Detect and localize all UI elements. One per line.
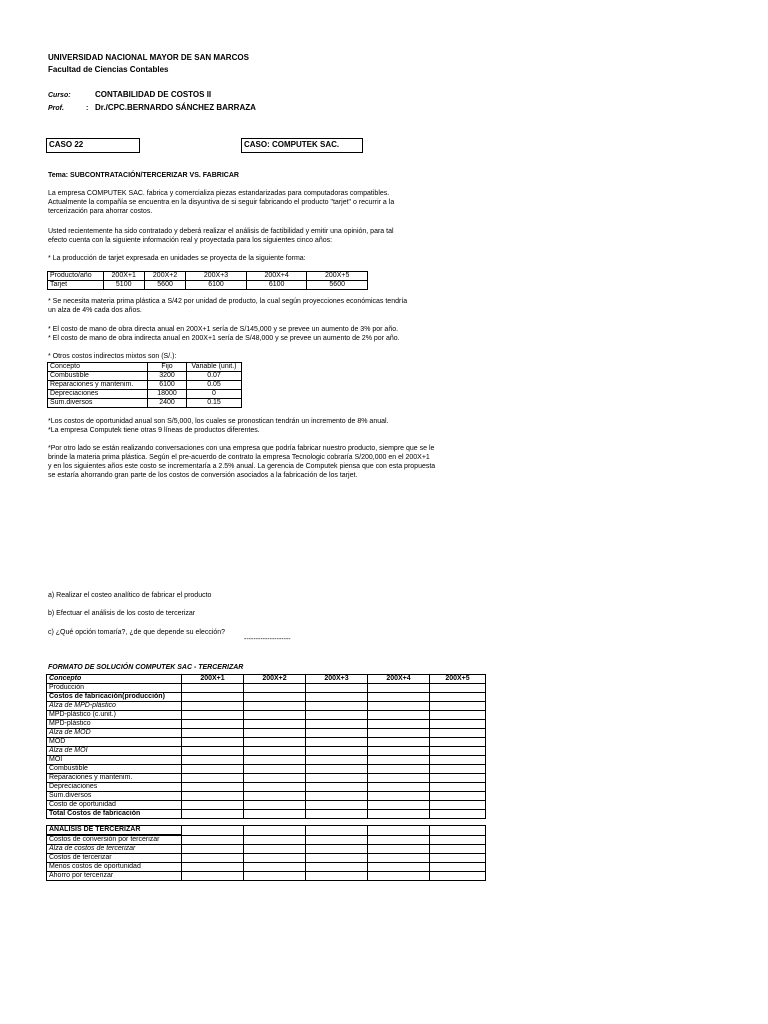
case-name-box	[241, 138, 363, 153]
analysis-empty-cell[interactable]	[306, 826, 368, 836]
format-row-value-cell[interactable]	[182, 792, 244, 801]
format-row-value-cell[interactable]	[244, 756, 306, 765]
format-row-value-cell[interactable]	[306, 684, 368, 693]
analysis-title-row	[47, 826, 486, 836]
format-row-value-cell[interactable]	[306, 747, 368, 756]
format-row-label: Reparaciones y mantenim.	[47, 774, 182, 783]
format-row-value-cell[interactable]	[368, 810, 430, 819]
format-header-cell: Concepto	[47, 675, 182, 684]
format-row	[47, 774, 486, 783]
analysis-row-value-cell[interactable]	[368, 854, 430, 863]
format-header-cell: 200X+2	[244, 675, 306, 684]
indirect-header-cell: Fijo	[148, 363, 187, 372]
production-cell: 5600	[144, 281, 185, 290]
format-row-value-cell[interactable]	[368, 792, 430, 801]
format-row-value-cell[interactable]	[306, 711, 368, 720]
analysis-row-value-cell[interactable]	[306, 845, 368, 854]
analysis-row-value-cell[interactable]	[430, 872, 486, 881]
indirect-cell: Combustible	[48, 372, 148, 381]
format-row-value-cell[interactable]	[244, 729, 306, 738]
format-row-value-cell[interactable]	[430, 738, 486, 747]
format-row-label: Depreciaciones	[47, 783, 182, 792]
indirect-cell: Depreciaciones	[48, 390, 148, 399]
format-row-value-cell[interactable]	[182, 783, 244, 792]
analysis-title: ANÁLISIS DE TERCERIZAR	[47, 826, 182, 836]
production-header-cell: Producto/año	[48, 272, 104, 281]
analysis-row-label: Alza de costos de tercerizar	[47, 845, 182, 854]
format-row-value-cell[interactable]	[430, 810, 486, 819]
format-row-value-cell[interactable]	[182, 702, 244, 711]
university-name: UNIVERSIDAD NACIONAL MAYOR DE SAN MARCOS	[48, 53, 249, 62]
outsourcing-line: se estaría ahorrando gran parte de los costos de conversión asociados a la fabricación de los tarjet.	[48, 472, 358, 479]
indirect-row	[48, 399, 242, 408]
format-row-label: Costo de oportunidad	[47, 801, 182, 810]
intro-line: Actualmente la compañía se encuentra en la disyuntiva de si seguir fabricando el producto "tarjet" o recurrir a la	[48, 199, 395, 206]
production-header-row	[48, 272, 368, 281]
analysis-row-value-cell[interactable]	[182, 863, 244, 872]
indirect-row	[48, 372, 242, 381]
outsourcing-line: y en los siguientes años este costo se incrementaría a 2.5% anual. La gerencia de Computek piensa que con esta propuesta	[48, 463, 436, 470]
analysis-row-value-cell[interactable]	[368, 835, 430, 845]
format-row-value-cell[interactable]	[306, 756, 368, 765]
material-line: * Se necesita materia prima plástica a S/42 por unidad de producto, la cual según proyecciones económicas tendría	[48, 298, 408, 305]
indirect-cell: Sum.diversos	[48, 399, 148, 408]
format-row-label: MOD	[47, 738, 182, 747]
analysis-table-body	[47, 835, 486, 881]
analysis-row-value-cell[interactable]	[306, 872, 368, 881]
format-row-value-cell[interactable]	[182, 810, 244, 819]
format-row-label: MPD-plástico	[47, 720, 182, 729]
production-cell: 5600	[307, 281, 368, 290]
indirect-table	[47, 362, 242, 408]
production-cell: Tarjet	[48, 281, 104, 290]
indirect-cell: 0.07	[187, 372, 242, 381]
analysis-row-value-cell[interactable]	[430, 863, 486, 872]
analysis-row	[47, 845, 486, 854]
prof-colon: :	[86, 105, 89, 112]
question-c: c) ¿Qué opción tomaría?, ¿de que depende su elección?	[48, 629, 226, 636]
indirect-header-row	[48, 363, 242, 372]
format-row-value-cell[interactable]	[430, 765, 486, 774]
format-row	[47, 693, 486, 702]
format-row-value-cell[interactable]	[430, 792, 486, 801]
prof-label: Prof.	[48, 105, 64, 112]
format-row-value-cell[interactable]	[368, 711, 430, 720]
prof-value: Dr./CPC.BERNARDO SÁNCHEZ BARRAZA	[95, 103, 256, 112]
labor-line: * El costo de mano de obra indirecta anual en 200X+1 sería de S/48,000 y se prevee un aumento de 2% por año.	[48, 335, 400, 342]
topic: Tema: SUBCONTRATACIÓN/TERCERIZAR VS. FABRICAR	[48, 172, 239, 179]
format-row-value-cell[interactable]	[244, 810, 306, 819]
format-row-value-cell[interactable]	[244, 774, 306, 783]
format-row-value-cell[interactable]	[430, 702, 486, 711]
format-row-value-cell[interactable]	[368, 747, 430, 756]
format-header-cell: 200X+1	[182, 675, 244, 684]
production-note: * La producción de tarjet expresada en unidades se proyecta de la siguiente forma:	[48, 255, 306, 262]
analysis-row-value-cell[interactable]	[306, 854, 368, 863]
task-line: efecto cuenta con la siguiente información real y proyectada para los siguientes cinco años:	[48, 237, 333, 244]
format-row-value-cell[interactable]	[368, 702, 430, 711]
analysis-row-value-cell[interactable]	[182, 854, 244, 863]
case-number: CASO 22	[49, 140, 84, 149]
analysis-row-label: Costos de tercerizar	[47, 854, 182, 863]
format-row-value-cell[interactable]	[430, 783, 486, 792]
analysis-row-value-cell[interactable]	[244, 872, 306, 881]
format-row-value-cell[interactable]	[244, 747, 306, 756]
indirect-cell: 2400	[148, 399, 187, 408]
format-row	[47, 711, 486, 720]
format-row-value-cell[interactable]	[244, 738, 306, 747]
production-header-cell: 200X+1	[103, 272, 144, 281]
format-row-value-cell[interactable]	[306, 810, 368, 819]
format-row-value-cell[interactable]	[244, 801, 306, 810]
format-table-body	[47, 684, 486, 819]
opportunity-line: *Los costos de oportunidad anual son S/5,000, los cuales se pronostican tendrán un incremento de 8% anual.	[48, 418, 389, 425]
analysis-row-value-cell[interactable]	[306, 863, 368, 872]
format-row	[47, 747, 486, 756]
format-row-value-cell[interactable]	[244, 792, 306, 801]
format-row-value-cell[interactable]	[306, 774, 368, 783]
indirect-note: * Otros costos indirectos mixtos son (S/.):	[48, 353, 177, 360]
indirect-cell: 0.05	[187, 381, 242, 390]
format-header-cell: 200X+4	[368, 675, 430, 684]
analysis-row-value-cell[interactable]	[244, 854, 306, 863]
format-row-value-cell[interactable]	[368, 738, 430, 747]
format-row	[47, 738, 486, 747]
format-row	[47, 729, 486, 738]
labor-line: * El costo de mano de obra directa anual en 200X+1 sería de S/145,000 y se prevee un aumento de 3% por año.	[48, 326, 399, 333]
format-table	[46, 674, 486, 819]
format-row-label: MOI	[47, 756, 182, 765]
material-note	[48, 297, 407, 315]
format-row-value-cell[interactable]	[182, 801, 244, 810]
format-row-value-cell[interactable]	[368, 774, 430, 783]
indirect-header-cell: Variable (unit.)	[187, 363, 242, 372]
analysis-row-label: Ahorro por tercerizar	[47, 872, 182, 881]
format-row-value-cell[interactable]	[182, 747, 244, 756]
format-row-value-cell[interactable]	[306, 738, 368, 747]
format-row-value-cell[interactable]	[244, 711, 306, 720]
answer-dashes: --------------------	[244, 636, 291, 643]
indirect-cell: 18000	[148, 390, 187, 399]
indirect-cell: 3200	[148, 372, 187, 381]
format-row-value-cell[interactable]	[430, 711, 486, 720]
outsourcing-line: brinde la materia prima plástica. Según el pre-acuerdo de contrato la empresa Tecnologic cobraría S/200,000 en el 200X+1	[48, 454, 430, 461]
format-row-value-cell[interactable]	[182, 693, 244, 702]
analysis-row-value-cell[interactable]	[430, 845, 486, 854]
format-row	[47, 684, 486, 693]
analysis-row-value-cell[interactable]	[368, 845, 430, 854]
question-a: a) Realizar el costeo analítico de fabricar el producto	[48, 592, 212, 599]
format-row-value-cell[interactable]	[182, 738, 244, 747]
format-row-value-cell[interactable]	[368, 756, 430, 765]
task-line: Usted recientemente ha sido contratado y deberá realizar el análisis de factibilidad y emitir una opinión, para tal	[48, 228, 394, 235]
outsourcing-note	[48, 444, 435, 480]
format-row	[47, 720, 486, 729]
format-row-value-cell[interactable]	[244, 702, 306, 711]
format-row	[47, 702, 486, 711]
format-row-label: Combustible	[47, 765, 182, 774]
format-row-value-cell[interactable]	[430, 774, 486, 783]
task-paragraph	[48, 227, 394, 245]
analysis-row-label: Costos de conversión por tercerizar	[47, 835, 182, 845]
format-row	[47, 801, 486, 810]
intro-line: La empresa COMPUTEK SAC. fabrica y comercializa piezas estandarizadas para computadoras compatibles.	[48, 190, 390, 197]
analysis-empty-cell[interactable]	[430, 826, 486, 836]
analysis-row-value-cell[interactable]	[182, 835, 244, 845]
analysis-row-value-cell[interactable]	[306, 835, 368, 845]
format-row-value-cell[interactable]	[430, 720, 486, 729]
analysis-row-value-cell[interactable]	[182, 872, 244, 881]
format-row-value-cell[interactable]	[244, 765, 306, 774]
opportunity-notes	[48, 417, 389, 435]
analysis-row-value-cell[interactable]	[182, 845, 244, 854]
analysis-row	[47, 835, 486, 845]
analysis-row-value-cell[interactable]	[430, 835, 486, 845]
format-row-label: Producción	[47, 684, 182, 693]
format-title: FORMATO DE SOLUCIÓN COMPUTEK SAC - TERCERIZAR	[48, 664, 244, 671]
indirect-cell: 6100	[148, 381, 187, 390]
indirect-cell: 0.15	[187, 399, 242, 408]
format-row-value-cell[interactable]	[368, 684, 430, 693]
format-row-value-cell[interactable]	[306, 792, 368, 801]
case-name: CASO: COMPUTEK SAC.	[244, 140, 340, 149]
format-row-value-cell[interactable]	[306, 693, 368, 702]
format-row-value-cell[interactable]	[368, 765, 430, 774]
production-header-cell: 200X+5	[307, 272, 368, 281]
format-row-value-cell[interactable]	[244, 684, 306, 693]
production-cell: 6100	[186, 281, 247, 290]
format-row-value-cell[interactable]	[244, 693, 306, 702]
format-row-value-cell[interactable]	[306, 729, 368, 738]
format-row-value-cell[interactable]	[306, 783, 368, 792]
analysis-row-value-cell[interactable]	[244, 863, 306, 872]
format-row-value-cell[interactable]	[368, 783, 430, 792]
format-header-cell: 200X+3	[306, 675, 368, 684]
analysis-row-value-cell[interactable]	[430, 854, 486, 863]
format-row-value-cell[interactable]	[430, 693, 486, 702]
analysis-row-value-cell[interactable]	[368, 872, 430, 881]
production-cell: 6100	[246, 281, 307, 290]
format-row-label: Alza de MPD-plástico	[47, 702, 182, 711]
intro-paragraph	[48, 189, 394, 216]
format-row-value-cell[interactable]	[430, 756, 486, 765]
format-row-label: Total Costos de fabricación	[47, 810, 182, 819]
analysis-table	[46, 825, 486, 881]
question-b: b) Efectuar el análisis de los costo de tercerizar	[48, 610, 196, 617]
format-row-value-cell[interactable]	[368, 720, 430, 729]
format-row-value-cell[interactable]	[182, 684, 244, 693]
format-row-value-cell[interactable]	[244, 783, 306, 792]
format-row-value-cell[interactable]	[368, 801, 430, 810]
format-header-row	[47, 675, 486, 684]
labor-notes	[48, 325, 400, 343]
material-line: un alza de 4% cada dos años.	[48, 307, 142, 314]
format-row-label: Sum.diversos	[47, 792, 182, 801]
format-row-value-cell[interactable]	[306, 702, 368, 711]
format-row-value-cell[interactable]	[182, 711, 244, 720]
intro-line: tercerización para ahorrar costos.	[48, 208, 153, 215]
format-row-value-cell[interactable]	[182, 720, 244, 729]
indirect-header-cell: Concepto	[48, 363, 148, 372]
production-cell: 5100	[103, 281, 144, 290]
indirect-cell: 0	[187, 390, 242, 399]
format-row-value-cell[interactable]	[182, 774, 244, 783]
format-row	[47, 756, 486, 765]
outsourcing-line: *Por otro lado se están realizando conversaciones con una empresa que podría fabricar nuestro producto, siempre que se le	[48, 445, 435, 452]
format-row-value-cell[interactable]	[430, 801, 486, 810]
format-header-cell: 200X+5	[430, 675, 486, 684]
format-row-value-cell[interactable]	[368, 729, 430, 738]
indirect-row	[48, 381, 242, 390]
format-row	[47, 810, 486, 819]
analysis-row-label: Menos costos de oportunidad	[47, 863, 182, 872]
production-header-cell: 200X+4	[246, 272, 307, 281]
case-number-box	[46, 138, 140, 153]
format-row-value-cell[interactable]	[182, 765, 244, 774]
format-row-label: MPD-plástico (c.unit.)	[47, 711, 182, 720]
indirect-cell: Reparaciones y mantenim.	[48, 381, 148, 390]
format-row	[47, 783, 486, 792]
format-row-value-cell[interactable]	[430, 729, 486, 738]
course-label: Curso:	[48, 92, 71, 99]
format-row-value-cell[interactable]	[430, 747, 486, 756]
faculty-name: Facultad de Ciencias Contables	[48, 65, 169, 74]
analysis-row	[47, 854, 486, 863]
indirect-row	[48, 390, 242, 399]
format-row-value-cell[interactable]	[182, 729, 244, 738]
format-row-value-cell[interactable]	[306, 801, 368, 810]
analysis-empty-cell[interactable]	[368, 826, 430, 836]
format-row-value-cell[interactable]	[306, 765, 368, 774]
analysis-empty-cell[interactable]	[244, 826, 306, 836]
format-row-value-cell[interactable]	[244, 720, 306, 729]
analysis-row-value-cell[interactable]	[244, 845, 306, 854]
production-header-cell: 200X+2	[144, 272, 185, 281]
format-row-label: Alza de MOD	[47, 729, 182, 738]
format-row-value-cell[interactable]	[306, 720, 368, 729]
format-row	[47, 765, 486, 774]
analysis-row-value-cell[interactable]	[244, 835, 306, 845]
format-row-label: Costos de fabricación(producción)	[47, 693, 182, 702]
analysis-row	[47, 872, 486, 881]
format-row-label: Alza de MOI	[47, 747, 182, 756]
analysis-empty-cell[interactable]	[182, 826, 244, 836]
format-row	[47, 792, 486, 801]
format-row-value-cell[interactable]	[182, 756, 244, 765]
course-value: CONTABILIDAD DE COSTOS II	[95, 90, 212, 99]
analysis-row	[47, 863, 486, 872]
format-row-value-cell[interactable]	[430, 684, 486, 693]
format-row-value-cell[interactable]	[368, 693, 430, 702]
production-row	[48, 281, 368, 290]
production-table	[47, 271, 368, 290]
opportunity-line: *La empresa Computek tiene otras 9 líneas de productos diferentes.	[48, 427, 260, 434]
production-header-cell: 200X+3	[186, 272, 247, 281]
analysis-row-value-cell[interactable]	[368, 863, 430, 872]
